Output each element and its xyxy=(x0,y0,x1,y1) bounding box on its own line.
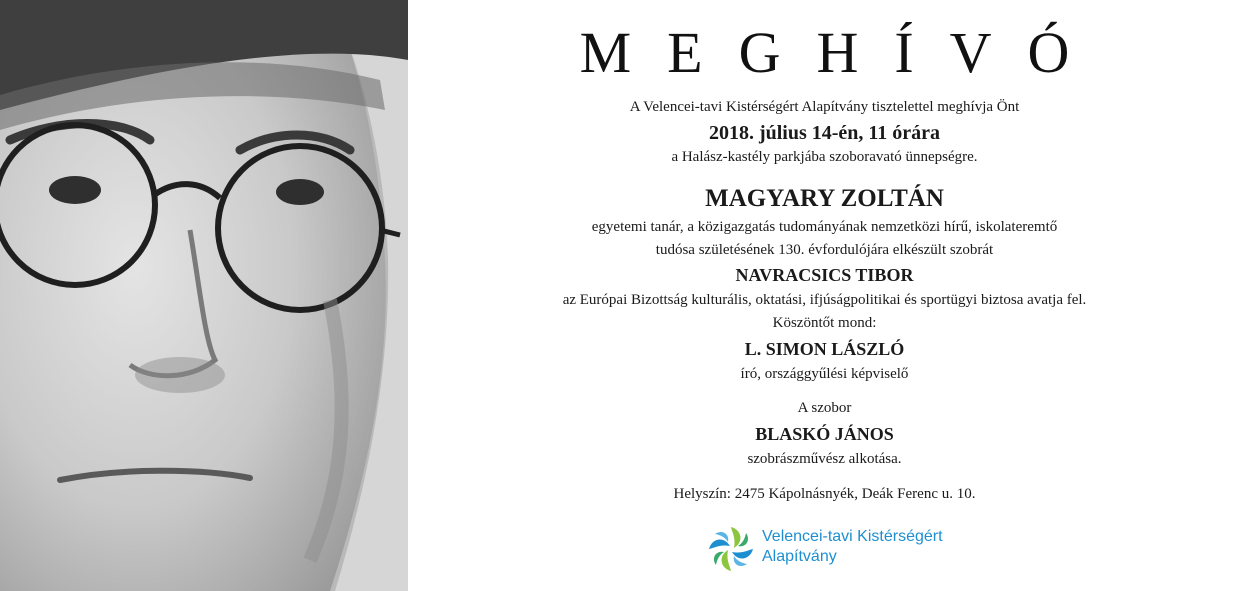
honoree-name: MAGYARY ZOLTÁN xyxy=(705,185,944,212)
event-datetime: 2018. július 14-én, 11 órára xyxy=(708,122,941,144)
speaker-description: író, országgyűlési képviselő xyxy=(740,366,909,382)
foundation-logo xyxy=(706,522,966,576)
foundation-logo-icon xyxy=(706,524,756,574)
sculptor-name: BLASKÓ JÁNOS xyxy=(755,424,894,444)
honoree-description-1: egyetemi tanár, a közigazgatás tudományának nemzetközi hírű, iskolateremtő xyxy=(591,219,1058,235)
foundation-logo-text xyxy=(762,527,943,567)
sculptor-description: szobrászművész alkotása. xyxy=(747,451,902,467)
page-title: MEGHÍVÓ xyxy=(579,20,1106,85)
portrait-photo xyxy=(0,0,408,591)
invitation-content xyxy=(408,0,1241,591)
greeting-intro: Köszöntőt mond: xyxy=(772,315,877,331)
intro-text: A Velencei-tavi Kistérségért Alapítvány tisztelettel meghívja Önt xyxy=(629,99,1020,115)
foundation-name-line-1: Velencei-tavi Kistérségért xyxy=(762,528,943,545)
sculpture-intro: A szobor xyxy=(797,400,852,416)
speaker-name: L. SIMON LÁSZLÓ xyxy=(744,339,905,359)
venue-text: a Halász-kastély parkjába szoboravató ünnepségre. xyxy=(671,149,978,165)
location-text: Helyszín: 2475 Kápolnásnyék, Deák Ferenc u. 10. xyxy=(673,486,976,502)
portrait-illustration xyxy=(0,0,408,591)
foundation-name-line-2: Alapítvány xyxy=(762,548,837,565)
unveiler-name: NAVRACSICS TIBOR xyxy=(735,265,914,285)
honoree-description-2: tudósa születésének 130. évfordulójára elkészült szobrát xyxy=(655,242,994,258)
unveiler-description: az Európai Bizottság kulturális, oktatási, ifjúságpolitikai és sportügyi biztosa avatja fel. xyxy=(562,292,1087,308)
